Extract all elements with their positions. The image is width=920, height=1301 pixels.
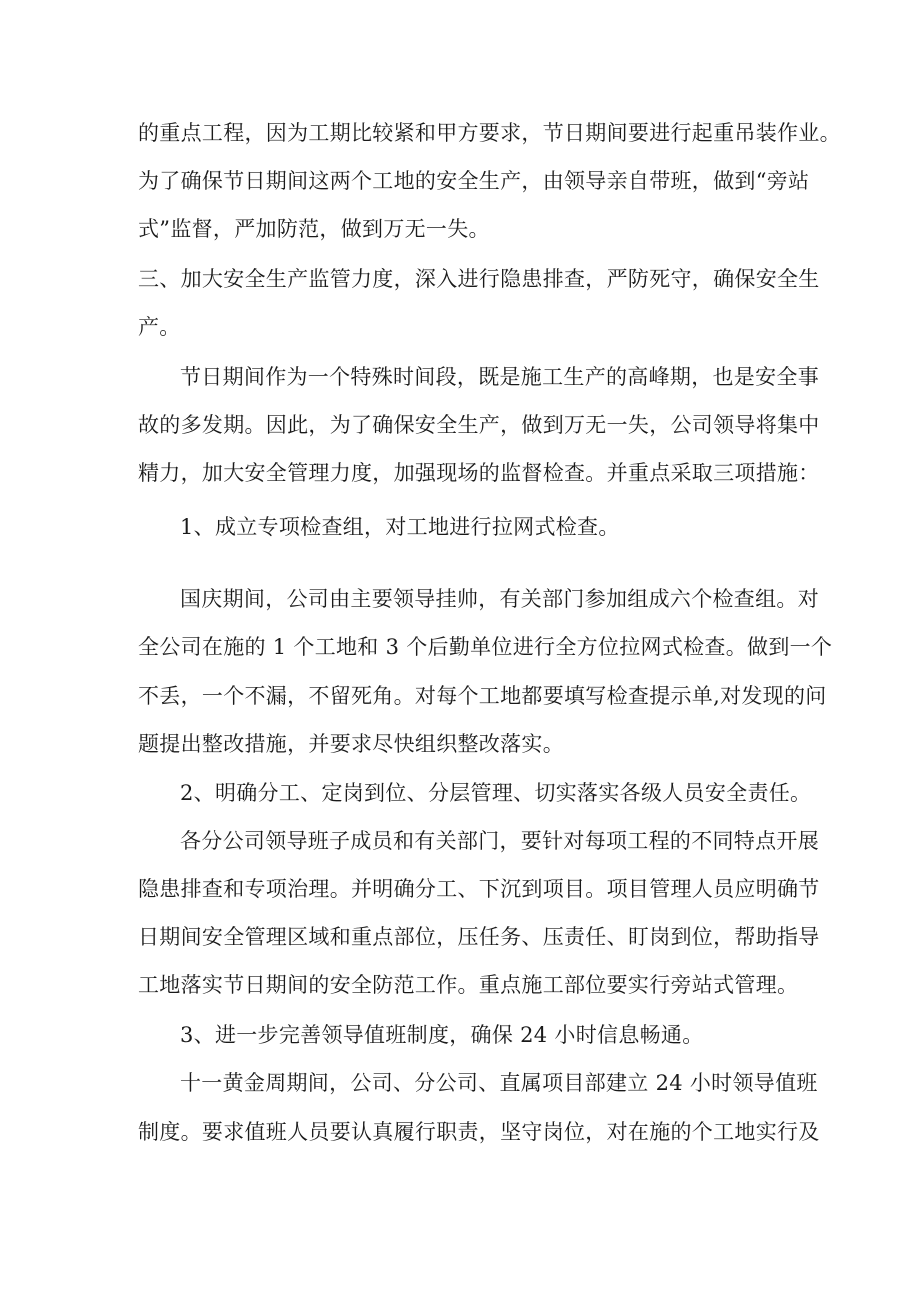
subheading: 1、成立专项检查组，对工地进行拉网式检查。 [180, 515, 620, 539]
paragraph-line: 全公司在施的 1 个工地和 3 个后勤单位进行全方位拉网式检查。做到一个 [138, 635, 833, 659]
paragraph-line: 式”监督，严加防范，做到万无一失。 [138, 217, 490, 241]
paragraph-line: 故的多发期。因此，为了确保安全生产，做到万无一失，公司领导将集中 [138, 413, 820, 437]
paragraph-line: 精力，加大安全管理力度，加强现场的监督检查。并重点采取三项措施： [138, 461, 820, 485]
paragraph-line: 国庆期间，公司由主要领导挂帅，有关部门参加组成六个检查组。对 [180, 587, 819, 611]
section-heading: 产。 [138, 315, 181, 339]
subheading: 3、进一步完善领导值班制度，确保 24 小时信息畅通。 [180, 1023, 704, 1047]
paragraph-line: 节日期间作为一个特殊时间段，既是施工生产的高峰期，也是安全事 [180, 365, 819, 389]
paragraph-line: 各分公司领导班子成员和有关部门，要针对每项工程的不同特点开展 [180, 829, 819, 853]
paragraph-line: 不丢，一个不漏，不留死角。对每个工地都要填写检查提示单,对发现的问 [138, 684, 827, 708]
paragraph-line: 工地落实节日期间的安全防范工作。重点施工部位要实行旁站式管理。 [138, 973, 799, 997]
paragraph-line: 日期间安全管理区域和重点部位，压任务、压责任、盯岗到位，帮助指导 [138, 925, 820, 949]
paragraph-line: 十一黄金周期间，公司、分公司、直属项目部建立 24 小时领导值班 [180, 1071, 818, 1095]
subheading: 2、明确分工、定岗到位、分层管理、切实落实各级人员安全责任。 [180, 781, 812, 805]
paragraph-line: 题提出整改措施，并要求尽快组织整改落实。 [138, 732, 564, 756]
paragraph-line: 的重点工程，因为工期比较紧和甲方要求，节日期间要进行起重吊装作业。 [138, 121, 841, 145]
section-heading: 三、加大安全生产监管力度，深入进行隐患排查，严防死守，确保安全生 [138, 267, 820, 291]
paragraph-line: 为了确保节日期间这两个工地的安全生产，由领导亲自带班，做到“旁站 [138, 169, 810, 193]
paragraph-line: 制度。要求值班人员要认真履行职责，坚守岗位，对在施的个工地实行及 [138, 1120, 820, 1144]
paragraph-line: 隐患排查和专项治理。并明确分工、下沉到项目。项目管理人员应明确节 [138, 877, 820, 901]
